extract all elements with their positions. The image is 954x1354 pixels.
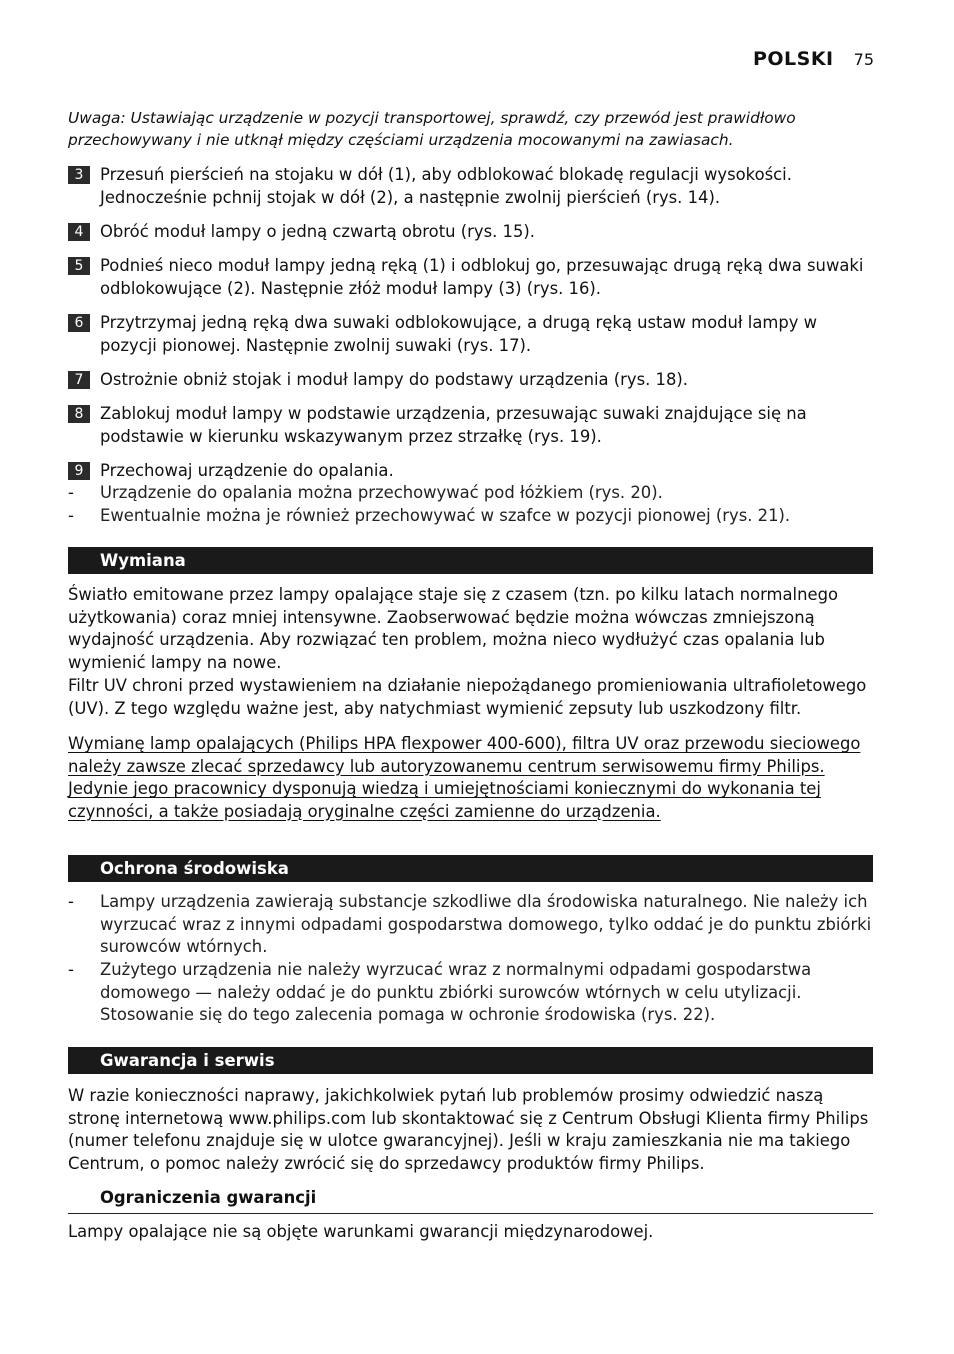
gwarancja-text-after: lub skontaktować się z Centrum Obsługi Klienta firmy Philips (numer telefonu znajduje się w ulotce gwarancyjnej). Jeśli w kraju zamieszkania nie ma takiego Centrum, o pomoc należy zwrócić się do sprzedawcy produktów firmy Philips. (68, 1108, 869, 1173)
gwarancja-paragraph (68, 1085, 874, 1175)
section-title: Wymiana (100, 551, 186, 570)
dash-bullet: - (68, 506, 74, 525)
step-text: Obróć moduł lampy o jedną czwartą obrotu (rys. 15). (100, 222, 535, 241)
section-heading-wymiana (68, 547, 873, 574)
step-4 (68, 221, 874, 244)
list-item-text: Urządzenie do opalania można przechowywać pod łóżkiem (rys. 20). (100, 483, 663, 502)
list-item (68, 891, 874, 959)
step-6 (68, 312, 874, 357)
dash-bullet: - (68, 483, 74, 502)
step-number: 4 (68, 223, 90, 241)
step-text: Przytrzymaj jedną ręką dwa suwaki odblokowujące, a drugą ręką ustaw moduł lampy w pozycji pionowej. Następnie zwolnij suwaki (rys. 17). (100, 313, 818, 355)
step-8 (68, 403, 874, 448)
philips-website-link[interactable]: www.philips.com (228, 1108, 367, 1128)
step-text: Przesuń pierścień na stojaku w dół (1), aby odblokować blokadę regulacji wysokości. Jednocześnie pchnij stojak w dół (2), a następnie zwolnij pierścień (rys. 14). (100, 165, 792, 207)
gwarancja-text-before: W razie konieczności naprawy, jakichkolwiek pytań lub problemów prosimy odwiedzić naszą stronę internetową (68, 1086, 824, 1128)
step-number: 9 (68, 462, 90, 480)
list-item-text: Lampy urządzenia zawierają substancje szkodliwe dla środowiska naturalnego. Nie należy ich wyrzucać wraz z innymi odpadami gospodarstwa domowego, tylko oddać je do punktu zbiórki surowców wtórnych. (100, 892, 872, 956)
dash-bullet: - (68, 892, 74, 911)
page-number: 75 (853, 50, 874, 69)
step-text: Ostrożnie obniż stojak i moduł lampy do podstawy urządzenia (rys. 18). (100, 370, 689, 389)
step-3 (68, 164, 874, 209)
ograniczenia-paragraph: Lampy opalające nie są objęte warunkami gwarancji międzynarodowej. (68, 1222, 654, 1241)
step-number: 8 (68, 405, 90, 423)
step-text: Podnieś nieco moduł lampy jedną ręką (1) i odblokuj go, przesuwając drugą ręką dwa suwaki odblokowujące (2). Następnie złóż moduł lampy (3) (rys. 16). (100, 256, 864, 298)
list-item-text: Zużytego urządzenia nie należy wyrzucać wraz z normalnymi odpadami gospodarstwa domowego — należy oddać je do punktu zbiórki surowców wtórnych w celu utylizacji. Stosowanie się do tego zalecenia pomaga w ochronie środowiska (rys. 22). (100, 960, 812, 1024)
page-header (753, 48, 874, 70)
subheading-ograniczenia (68, 1187, 873, 1214)
step-text: Zablokuj moduł lampy w podstawie urządzenia, przesuwając suwaki znajdujące się na podstawie w kierunku wskazywanym przez strzałkę (rys. 19). (100, 404, 807, 446)
step-text: Przechowaj urządzenie do opalania. (100, 461, 394, 480)
section-title: Gwarancja i serwis (100, 1051, 275, 1070)
warning-text: Wymianę lamp opalających (Philips HPA flexpower 400-600), filtra UV oraz przewodu sieciowego należy zawsze zlecać sprzedawcy lub autoryzowanemu centrum serwisowemu firmy Philips. Jedynie jego pracownicy dysponują wiedzą i umiejętnościami koniecznymi do wykonania tej czynności, a także posiadają oryginalne części zamienne do urządzenia. (68, 734, 861, 821)
replacement-warning (68, 733, 878, 823)
dash-bullet: - (68, 960, 74, 979)
step-number: 6 (68, 314, 90, 332)
list-item (68, 505, 874, 528)
language-label: POLSKI (752, 48, 834, 70)
wymiana-paragraph-1: Światło emitowane przez lampy opalające staje się z czasem (tzn. po kilku latach normalnego użytkowania) coraz mniej intensywne. Zaobserwować będzie można wówczas zmniejszoną wydajność urządzenia. Aby rozwiązać ten problem, można nieco wydłużyć czas opalania lub wymienić lampy na nowe. (68, 585, 839, 672)
step-number: 3 (68, 166, 90, 184)
section-heading-gwarancja (68, 1047, 873, 1074)
section-title: Ochrona środowiska (100, 859, 289, 878)
wymiana-paragraph-2: Filtr UV chroni przed wystawieniem na działanie niepożądanego promieniowania ultrafioletowego (UV). Z tego względu ważne jest, aby natychmiast wymienić zepsuty lub uszkodzony filtr. (68, 676, 867, 718)
step-7 (68, 369, 874, 392)
list-item (68, 959, 874, 1027)
step-number: 7 (68, 371, 90, 389)
transport-note: Uwaga: Ustawiając urządzenie w pozycji transportowej, sprawdź, czy przewód jest prawidłowo przechowywany i nie utknął między częściami urządzenia mocowanymi na zawiasach. (68, 109, 796, 149)
step-9 (68, 460, 874, 483)
step-number: 5 (68, 257, 90, 275)
section-heading-ochrona (68, 855, 873, 882)
list-item-text: Ewentualnie można je również przechowywać w szafce w pozycji pionowej (rys. 21). (100, 506, 791, 525)
step-5 (68, 255, 874, 300)
list-item (68, 482, 874, 505)
subheading-title: Ograniczenia gwarancji (100, 1188, 317, 1207)
